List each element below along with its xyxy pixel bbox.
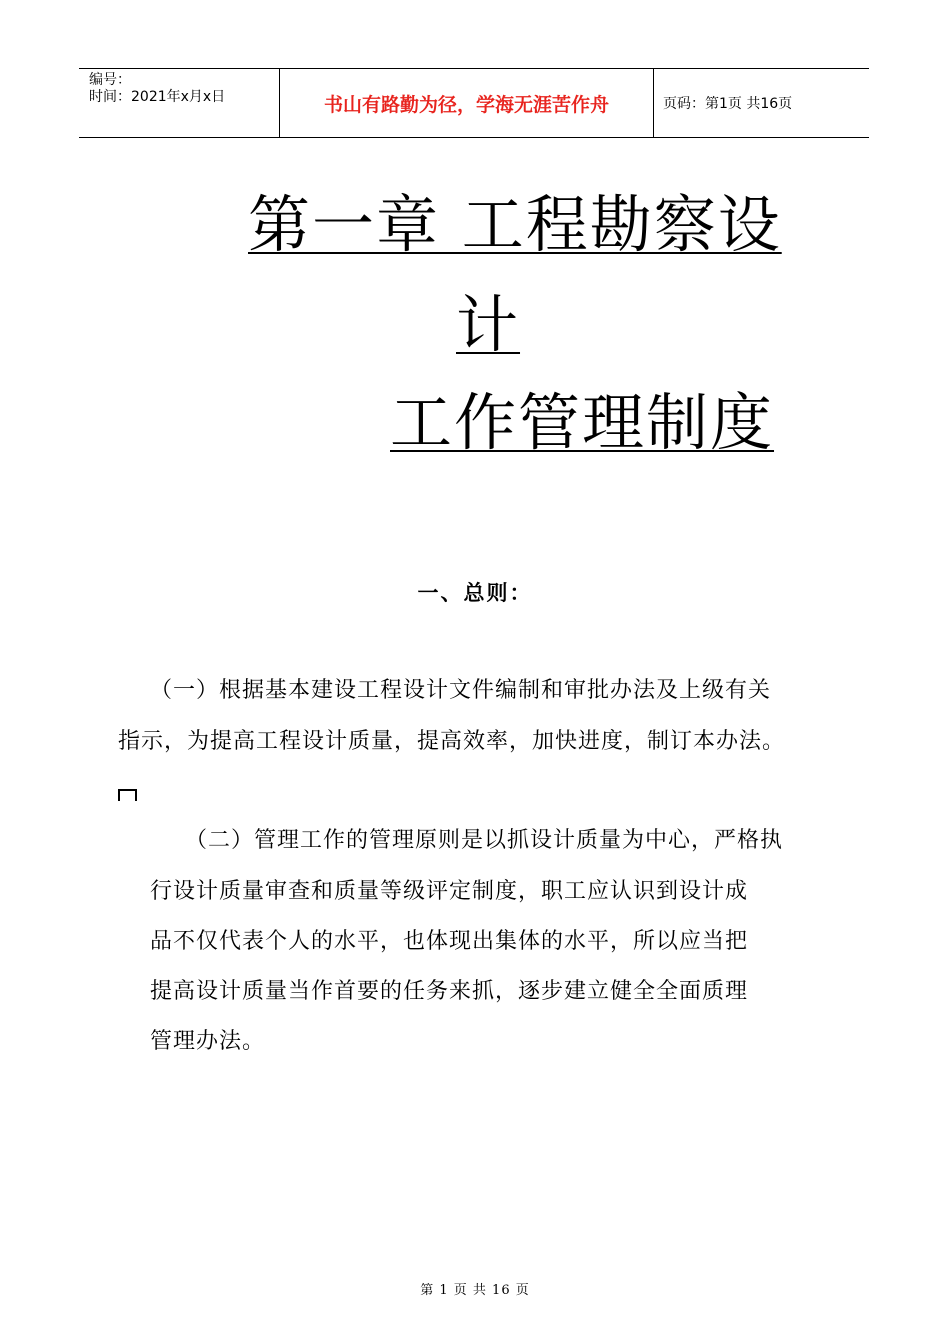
paragraph-1-line-2: 指示，为提高工程设计质量，提高效率，加快进度，制订本办法。 (118, 729, 786, 754)
document-time-label: 时间：2021年x月x日 (89, 89, 226, 105)
paragraph-2-line-1: （二）管理工作的管理原则是以抓设计质量为中心，严格执 (185, 828, 784, 853)
paragraph-mark-icon (118, 789, 137, 801)
page-footer: 第 1 页 共 16 页 (420, 1283, 530, 1298)
paragraph-2-line-2: 行设计质量审查和质量等级评定制度，职工应认识到设计成 (150, 879, 749, 904)
document-header (79, 68, 869, 138)
paragraph-1-line-1: （一）根据基本建设工程设计文件编制和审批办法及上级有关 (150, 678, 772, 703)
section-heading: 一、总则： (417, 581, 533, 605)
header-meta-cell (79, 69, 280, 137)
paragraph-2-line-5: 管理办法。 (150, 1029, 266, 1054)
chapter-title-line-2: 计 (456, 288, 521, 361)
chapter-title-line-3: 工作管理制度 (390, 386, 775, 459)
document-number-label: 编号： (89, 72, 131, 88)
header-page-info: 页码：第1页 共16页 (663, 96, 793, 112)
header-motto: 书山有路勤为径，学海无涯苦作舟 (280, 69, 654, 137)
paragraph-2-line-3: 品不仅代表个人的水平，也体现出集体的水平，所以应当把 (150, 929, 749, 954)
chapter-title-line-1: 第一章 工程勘察设 (248, 188, 782, 261)
paragraph-2-line-4: 提高设计质量当作首要的任务来抓，逐步建立健全全面质理 (150, 979, 749, 1004)
